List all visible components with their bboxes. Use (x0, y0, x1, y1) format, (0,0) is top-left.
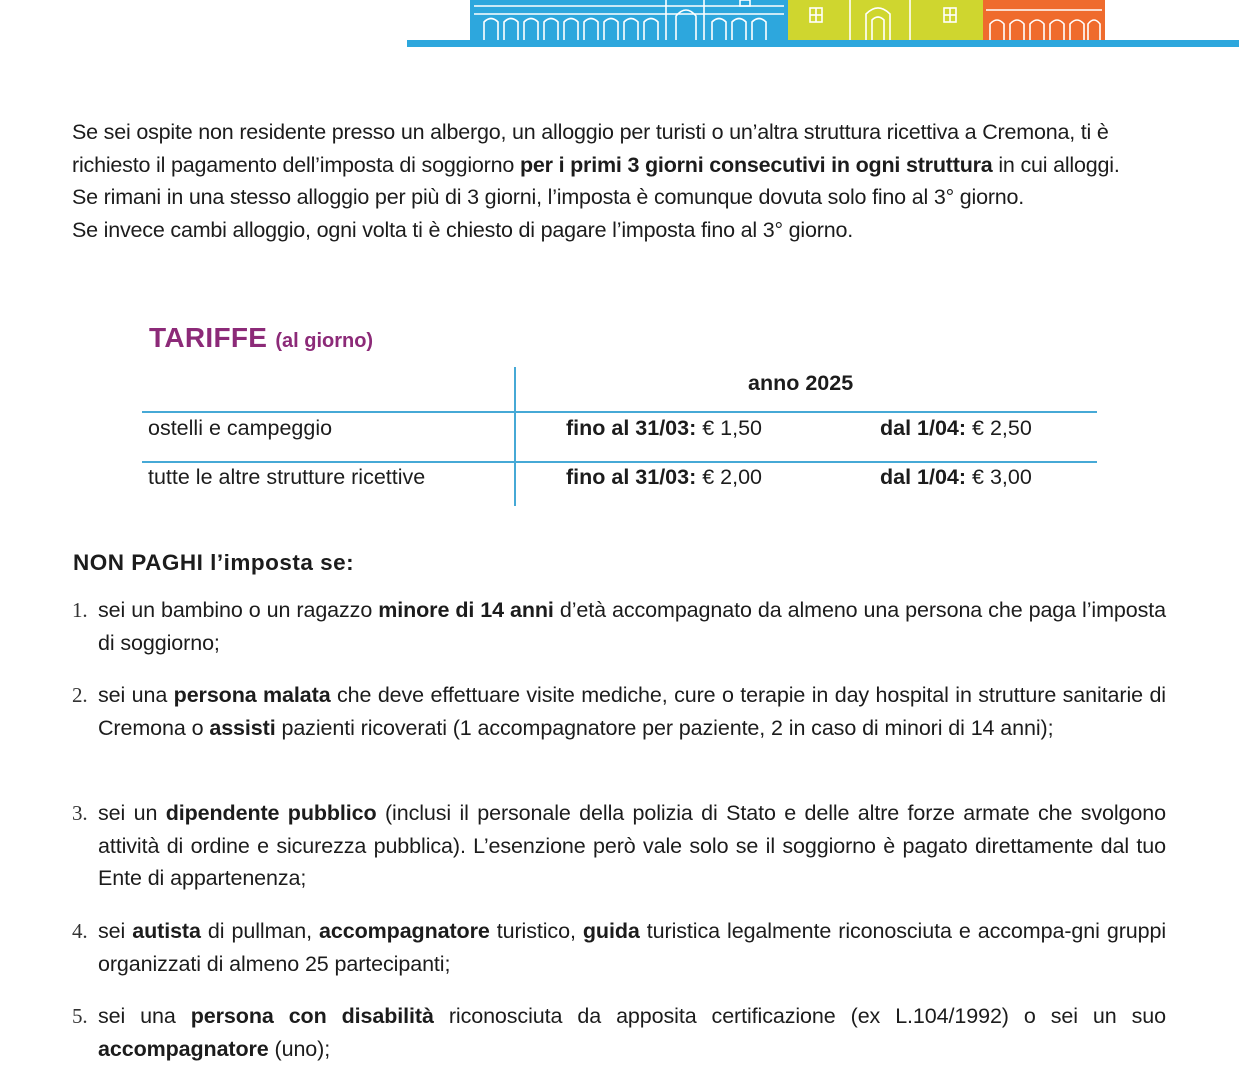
item-number: 3. (72, 801, 88, 825)
exemption-item (72, 594, 1166, 679)
exemptions-heading: NON PAGHI l’imposta se: (73, 550, 355, 575)
intro-paragraph-2: Se rimani in una stesso alloggio per più di 3 giorni, l’imposta è comunque dovuta solo fino al 3° giorno. (72, 185, 1025, 209)
exemption-item (72, 797, 1166, 915)
intro-p1-text: Se sei ospite non residente presso un albergo, un alloggio per turisti o un’altra struttura ricettiva a Cremona, ti è richiesto il pagamento dell’imposta di soggiorno (72, 120, 1109, 177)
tariff-row-2-period-1 (566, 465, 762, 490)
period-value: € 2,00 (696, 465, 762, 489)
item-text: sei una persona con disabilità riconosciuta da apposita certificazione (ex L.104/1992) o sei un suo accompagnatore (uno); (98, 1004, 1166, 1061)
exemption-item (72, 1000, 1166, 1070)
table-header-divider (142, 411, 1097, 413)
item-number: 5. (72, 1004, 88, 1028)
item-number: 2. (72, 683, 88, 707)
exemptions-list (72, 594, 1166, 1070)
tariffe-title: TARIFFE (149, 322, 268, 353)
item-number: 1. (72, 598, 88, 622)
tariff-row-2-category: tutte le altre strutture ricettive (148, 465, 426, 489)
intro-text (72, 116, 1168, 246)
item-text: sei autista di pullman, accompagnatore turistico, guida turistica legalmente riconosciuta e accompa-gni gruppi organizzati di almeno 25 partecipanti; (98, 919, 1166, 976)
intro-paragraph-3: Se invece cambi alloggio, ogni volta ti è chiesto di pagare l’imposta fino al 3° giorno. (72, 217, 853, 242)
tariffe-heading (149, 322, 373, 354)
exemption-item (72, 679, 1166, 797)
item-text: sei un bambino o un ragazzo minore di 14 anni d’età accompagnato da almeno una persona che paga l’imposta di soggiorno; (98, 598, 1166, 655)
header-banner (0, 0, 1239, 50)
period-label: fino al 31/03: (566, 416, 697, 440)
tariff-table (142, 367, 1097, 507)
period-value: € 1,50 (696, 416, 762, 440)
table-vertical-divider (514, 367, 516, 506)
item-text: sei un dipendente pubblico (inclusi il personale della polizia di Stato e delle altre forze armate che svolgono attività di ordine e sicurezza pubblica). L’esenzione però vale solo se il soggiorno è pagato direttamente dal tuo Ente di appartenenza; (98, 801, 1166, 890)
year-header: anno 2025 (748, 371, 854, 395)
intro-paragraph-1 (72, 116, 1168, 181)
intro-p1-bold: per i primi 3 giorni consecutivi in ogni struttura (519, 152, 993, 177)
exemption-item (72, 915, 1166, 1000)
city-skyline-illustration (0, 0, 1239, 50)
period-value: € 2,50 (966, 416, 1032, 440)
tariff-row-2-period-2 (880, 465, 1032, 490)
period-label: dal 1/04: (880, 416, 967, 440)
tariff-row-1-period-2 (880, 416, 1032, 441)
period-label: fino al 31/03: (566, 465, 697, 489)
item-text: sei una persona malata che deve effettuare visite mediche, cure o terapie in day hospital in strutture sanitarie di Cremona o assisti pazienti ricoverati (1 accompagnatore per paziente, 2 in caso di minori di 14 anni); (98, 683, 1166, 740)
period-label: dal 1/04: (880, 465, 967, 489)
tariff-row-1-category: ostelli e campeggio (148, 416, 333, 440)
tariffe-subtitle: (al giorno) (275, 330, 374, 352)
period-value: € 3,00 (966, 465, 1032, 489)
table-row-divider (142, 461, 1097, 463)
item-number: 4. (72, 919, 88, 943)
intro-p1-text-end: in cui alloggi. (992, 152, 1120, 177)
tariff-row-1-period-1 (566, 416, 762, 441)
